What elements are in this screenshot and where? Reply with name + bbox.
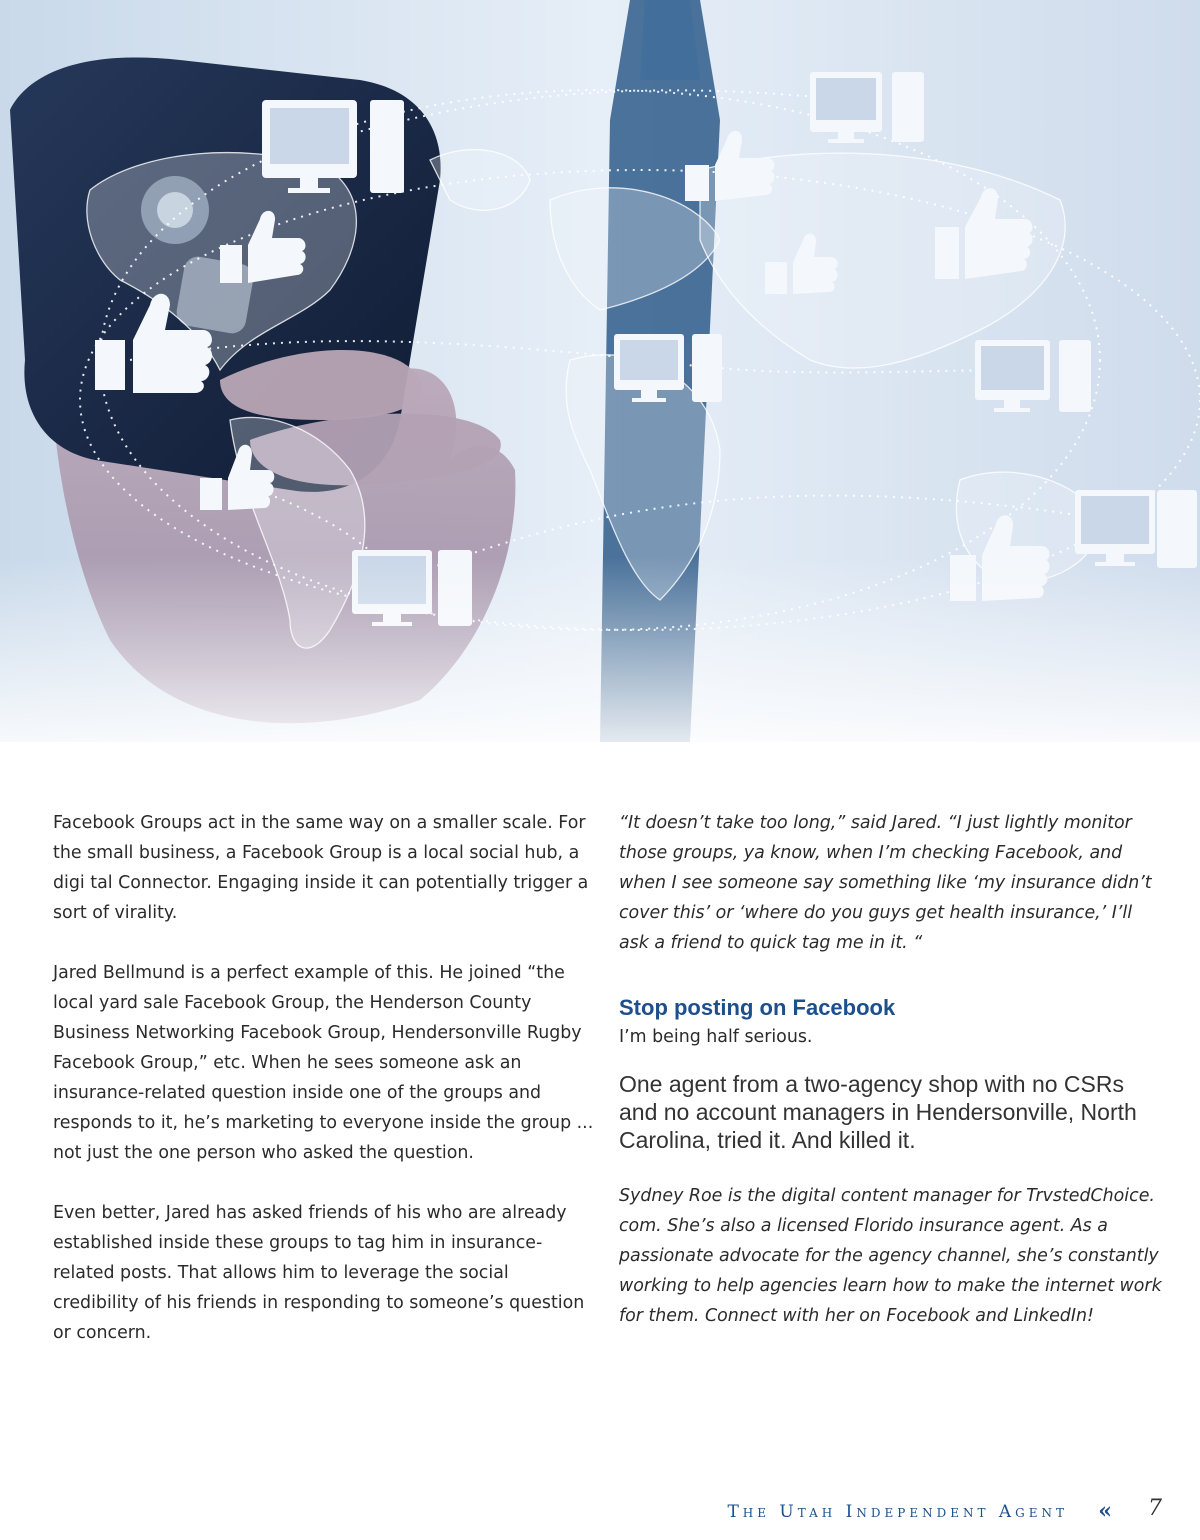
lead-text: One agent from a two-agency shop with no CSRs and no account managers in Hendersonville, North Carolina, tried it. And killed it. (619, 1071, 1137, 1153)
page-footer (0, 1496, 1200, 1536)
page-number: 7 (1148, 1496, 1162, 1521)
article-left-column (53, 808, 598, 1348)
subhead-text: I’m being half serious. (619, 1027, 813, 1047)
quote: “It doesn’t take too long,” said Jared. “I just lightly monitor those groups, ya know, when I’m checking Facebook, and when I see someone say something like ‘my insurance didn’t cover this’ or ‘where do you guys get health insurance,’ I’ll ask a friend to quick tag me in it. “ (619, 813, 1152, 953)
hero-image (0, 0, 1200, 742)
chevron-left-icon: « (1098, 1498, 1112, 1524)
article-right-column (619, 808, 1164, 1331)
publication-name: The Utah Independent Agent (727, 1502, 1068, 1522)
section-heading: Stop posting on Facebook (619, 995, 896, 1020)
paragraph: Even better, Jared has asked friends of his who are already established inside these groups to tag him in insurance-related posts. That allows him to leverage the social credibility of his friends in responding to someone’s question or concern. (53, 1203, 585, 1343)
paragraph: Jared Bellmund is a perfect example of this. He joined “the local yard sale Facebook Group, the Henderson County Business Networking Facebook Group, Hendersonville Rugby Facebook Group,” etc. When he sees someone ask an insurance-related question inside one of the groups and responds to it, he’s marketing to everyone inside the group ... not just the one person who asked the question. (53, 963, 594, 1163)
network-illustration (0, 0, 1200, 742)
paragraph: Facebook Groups act in the same way on a smaller scale. For the small business, a Facebook Group is a local social hub, a digi tal Connector. Engaging inside it can potentially trigger a sort of virality. (53, 813, 589, 923)
author-bio: Sydney Roe is the digital content manager for TrvstedChoice. com. She’s also a licensed Florido insurance agent. As a passionate advocate for the agency channel, she’s constantly working to help agencies learn how to make the internet work for them. Connect with her on Focebook and LinkedIn! (619, 1186, 1162, 1326)
